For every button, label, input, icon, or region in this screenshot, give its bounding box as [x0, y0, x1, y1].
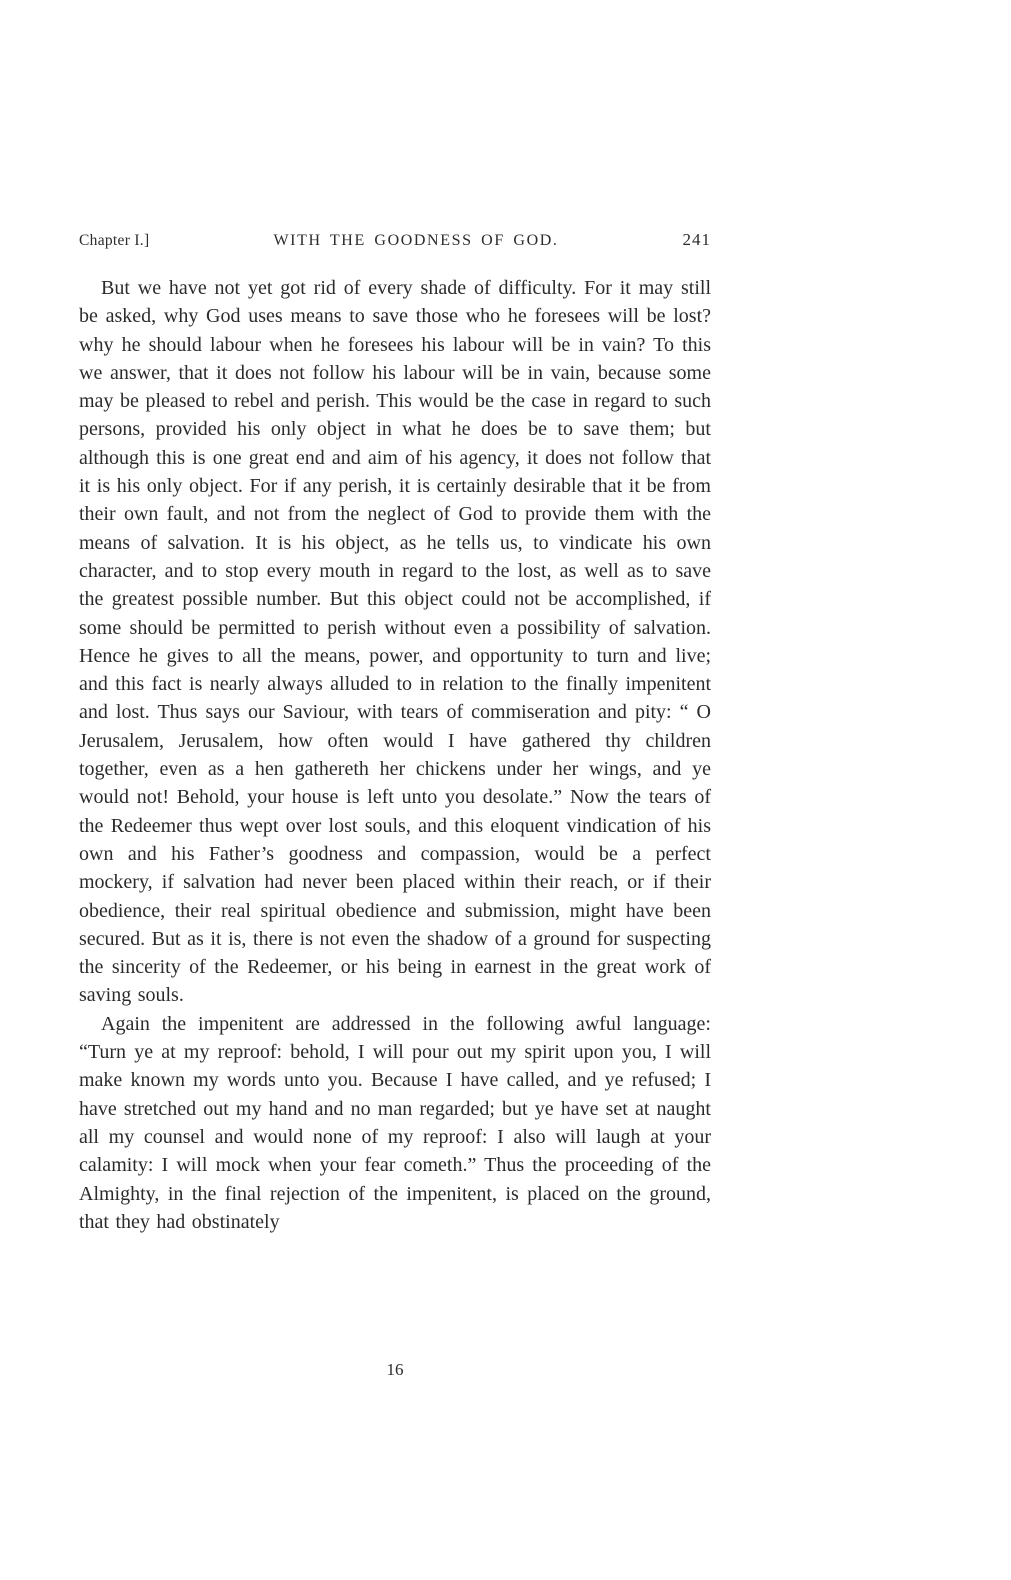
footer-page-number: 16 [386, 1360, 404, 1379]
paragraph-1: But we have not yet got rid of every shade of difficulty. For it may still be asked, why God uses means to save those who he foresees will be lost? why he should labour when he foresees his labour will be in vain? To this we answer, that it does not follow his labour will be in vain, because some may be pleased to rebel and perish. This would be the case in regard to such persons, provided his only object in what he does be to save them; but although this is one great end and aim of his agency, it does not follow that it is his only object. For if any perish, it is certainly desirable that it be from their own fault, and not from the neglect of God to provide them with the means of salvation. It is his object, as he tells us, to vindicate his own character, and to stop every mouth in regard to the lost, as well as to save the greatest possible number. But this object could not be accomplished, if some should be permitted to perish without even a possibility of salvation. Hence he gives to all the means, power, and opportunity to turn and live; and this fact is nearly always alluded to in relation to the finally impenitent and lost. Thus says our Saviour, with tears of commiseration and pity: “ O Jerusalem, Jerusalem, how often would I have gathered thy children together, even as a hen gathereth her chickens under her wings, and ye would not! Behold, your house is left unto you desolate.” Now the tears of the Redeemer thus wept over lost souls, and this eloquent vindication of his own and his Father’s goodness and compassion, would be a perfect mockery, if salvation had never been placed within their reach, or if their obedience, their real spiritual obedience and submission, might have been secured. But as it is, there is not even the shadow of a ground for suspecting the sincerity of the Redeemer, or his being in earnest in the great work of saving souls. [79, 277, 711, 1007]
running-header [79, 230, 711, 250]
header-page-number: 241 [682, 230, 711, 249]
header-running-title: WITH THE GOODNESS OF GOD. [273, 232, 559, 249]
header-chapter-label: Chapter I.] [79, 232, 150, 249]
body-text [79, 274, 711, 1236]
text-block [79, 230, 711, 1236]
paragraph-2: Again the impenitent are addressed in the following awful language: “Turn ye at my reproof: behold, I will pour out my spirit upon you, I will make known my words unto you. Because I have called, and ye refused; I have stretched out my hand and no man regarded; but ye have set at naught all my counsel and would none of my reproof: I also will laugh at your calamity: I will mock when your fear cometh.” Thus the proceeding of the Almighty, in the final rejection of the impenitent, is placed on the ground, that they had obstinately [79, 1012, 711, 1233]
